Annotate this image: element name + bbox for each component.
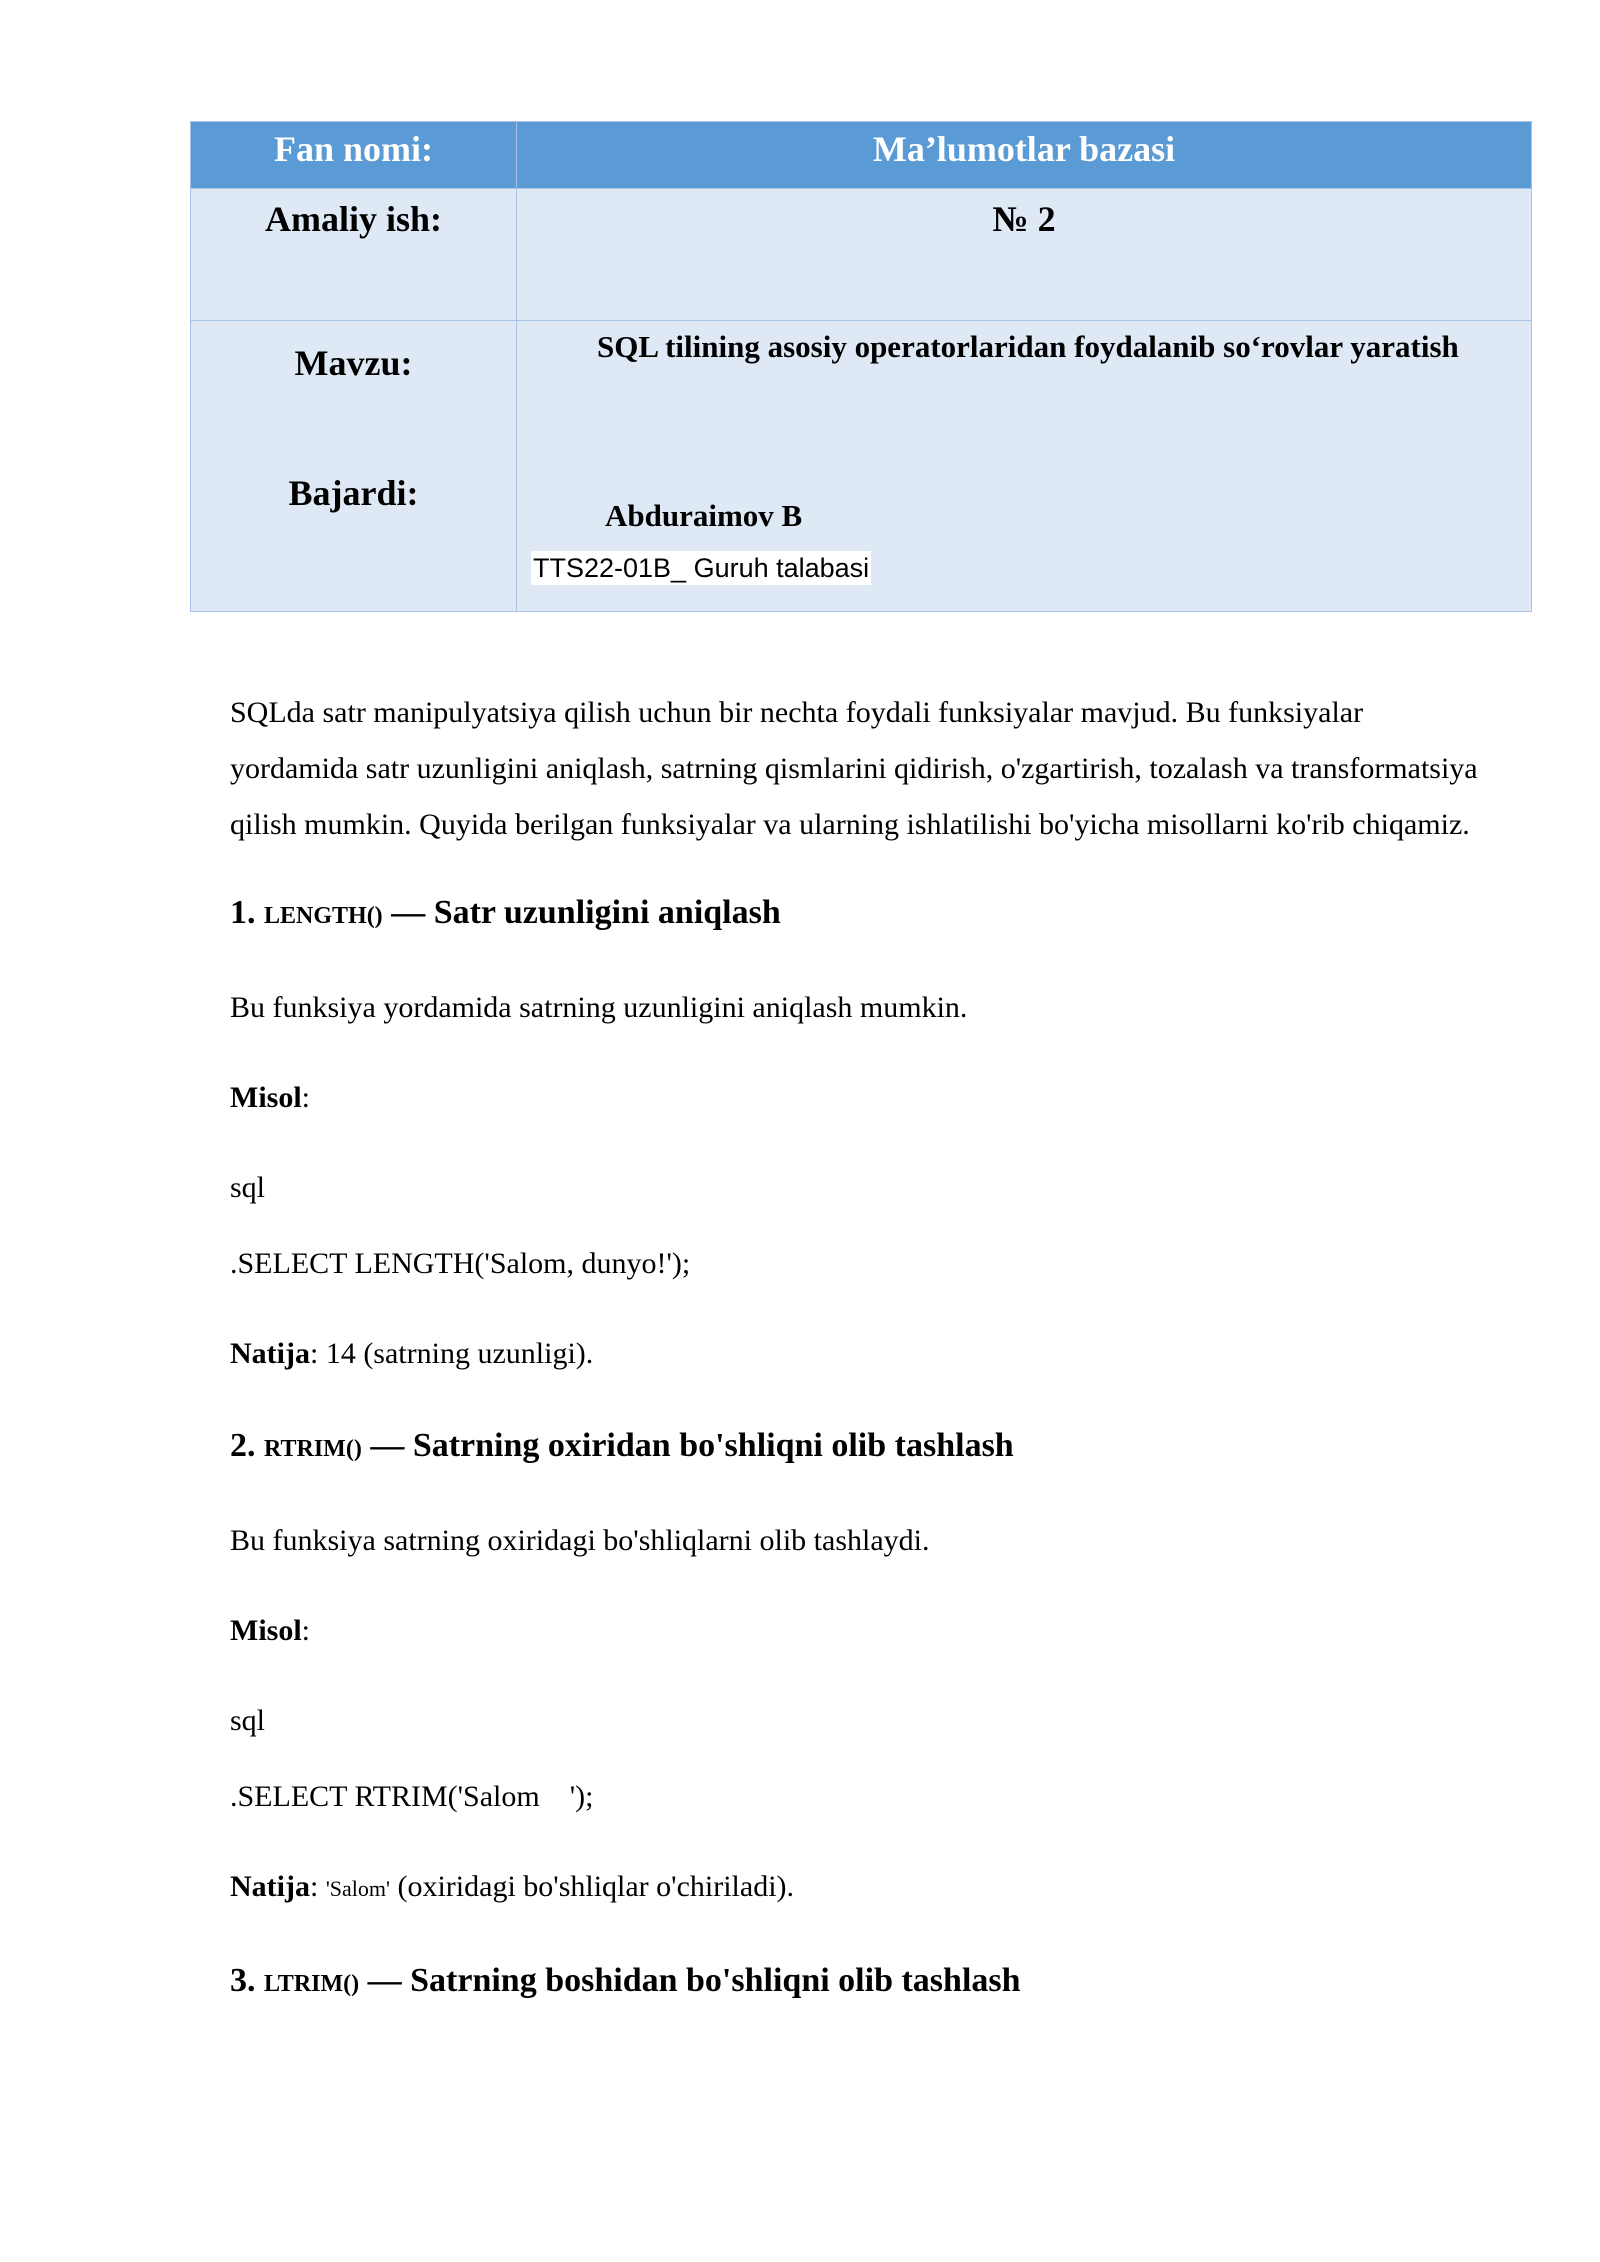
group-name: TTS22-01B_ Guruh talabasi [533, 553, 870, 583]
function-name: LENGTH() [264, 903, 383, 929]
function-name: LTRIM() [264, 1971, 360, 1997]
work-row [191, 189, 1532, 321]
section-description: Bu funksiya yordamida satrning uzunligini aniqlash mumkin. [230, 991, 968, 1024]
code-line: .SELECT RTRIM('Salom '); [230, 1780, 594, 1813]
table-header-row [191, 122, 1532, 189]
code-language: sql [230, 1704, 266, 1737]
done-label: Bajardi: [288, 473, 419, 513]
function-name: RTRIM() [264, 1436, 362, 1462]
code-line: .SELECT LENGTH('Salom, dunyo!'); [230, 1247, 691, 1280]
code-language: sql [230, 1171, 266, 1204]
topic-row [191, 321, 1532, 612]
section-heading-rtrim [230, 1424, 1490, 1471]
intro-paragraph: SQLda satr manipulyatsiya qilish uchun bir nechta foydali funksiyalar mavjud. Bu funksiyalar yordamida satr uzunligini aniqlash, satrning qismlarini qidirish, o'zgartirish, tozalash va transformatsiya qilish mumkin. Quyida berilgan funksiyalar va ularning ishlatilishi bo'yicha misollarni ko'rib chiqamiz. [230, 696, 1478, 841]
info-table [190, 121, 1532, 612]
subject-label: Fan nomi: [191, 122, 517, 189]
section-heading-ltrim [230, 1959, 1490, 2006]
example-label: Misol: [230, 1614, 311, 1647]
work-label: Amaliy ish: [264, 199, 442, 239]
subject-value: Ma’lumotlar bazasi [517, 122, 1532, 189]
result-line: Natija: 14 (satrning uzunligi). [230, 1337, 594, 1370]
topic-label: Mavzu: [294, 343, 413, 383]
work-number: № 2 [992, 199, 1056, 239]
section-title: — Satrning boshidan bo'shliqni olib tashlash [367, 1962, 1021, 1999]
section-title: — Satrning oxiridan bo'shliqni olib tashlash [370, 1427, 1014, 1464]
example-label: Misol: [230, 1081, 311, 1114]
author-name: Abduraimov B [605, 498, 803, 533]
section-number: 1. [230, 894, 256, 931]
section-number: 2. [230, 1427, 256, 1464]
topic-value: SQL tilining asosiy operatorlaridan foydalanib so‘rovlar yaratish [597, 329, 1459, 364]
result-line: Natija: 'Salom' (oxiridagi bo'shliqlar o'chiriladi). [230, 1870, 795, 1903]
section-description: Bu funksiya satrning oxiridagi bo'shliqlarni olib tashlaydi. [230, 1524, 930, 1557]
section-title: — Satr uzunligini aniqlash [391, 894, 781, 931]
section-number: 3. [230, 1962, 256, 1999]
section-heading-length [230, 891, 1490, 938]
document-body [230, 685, 1490, 2006]
